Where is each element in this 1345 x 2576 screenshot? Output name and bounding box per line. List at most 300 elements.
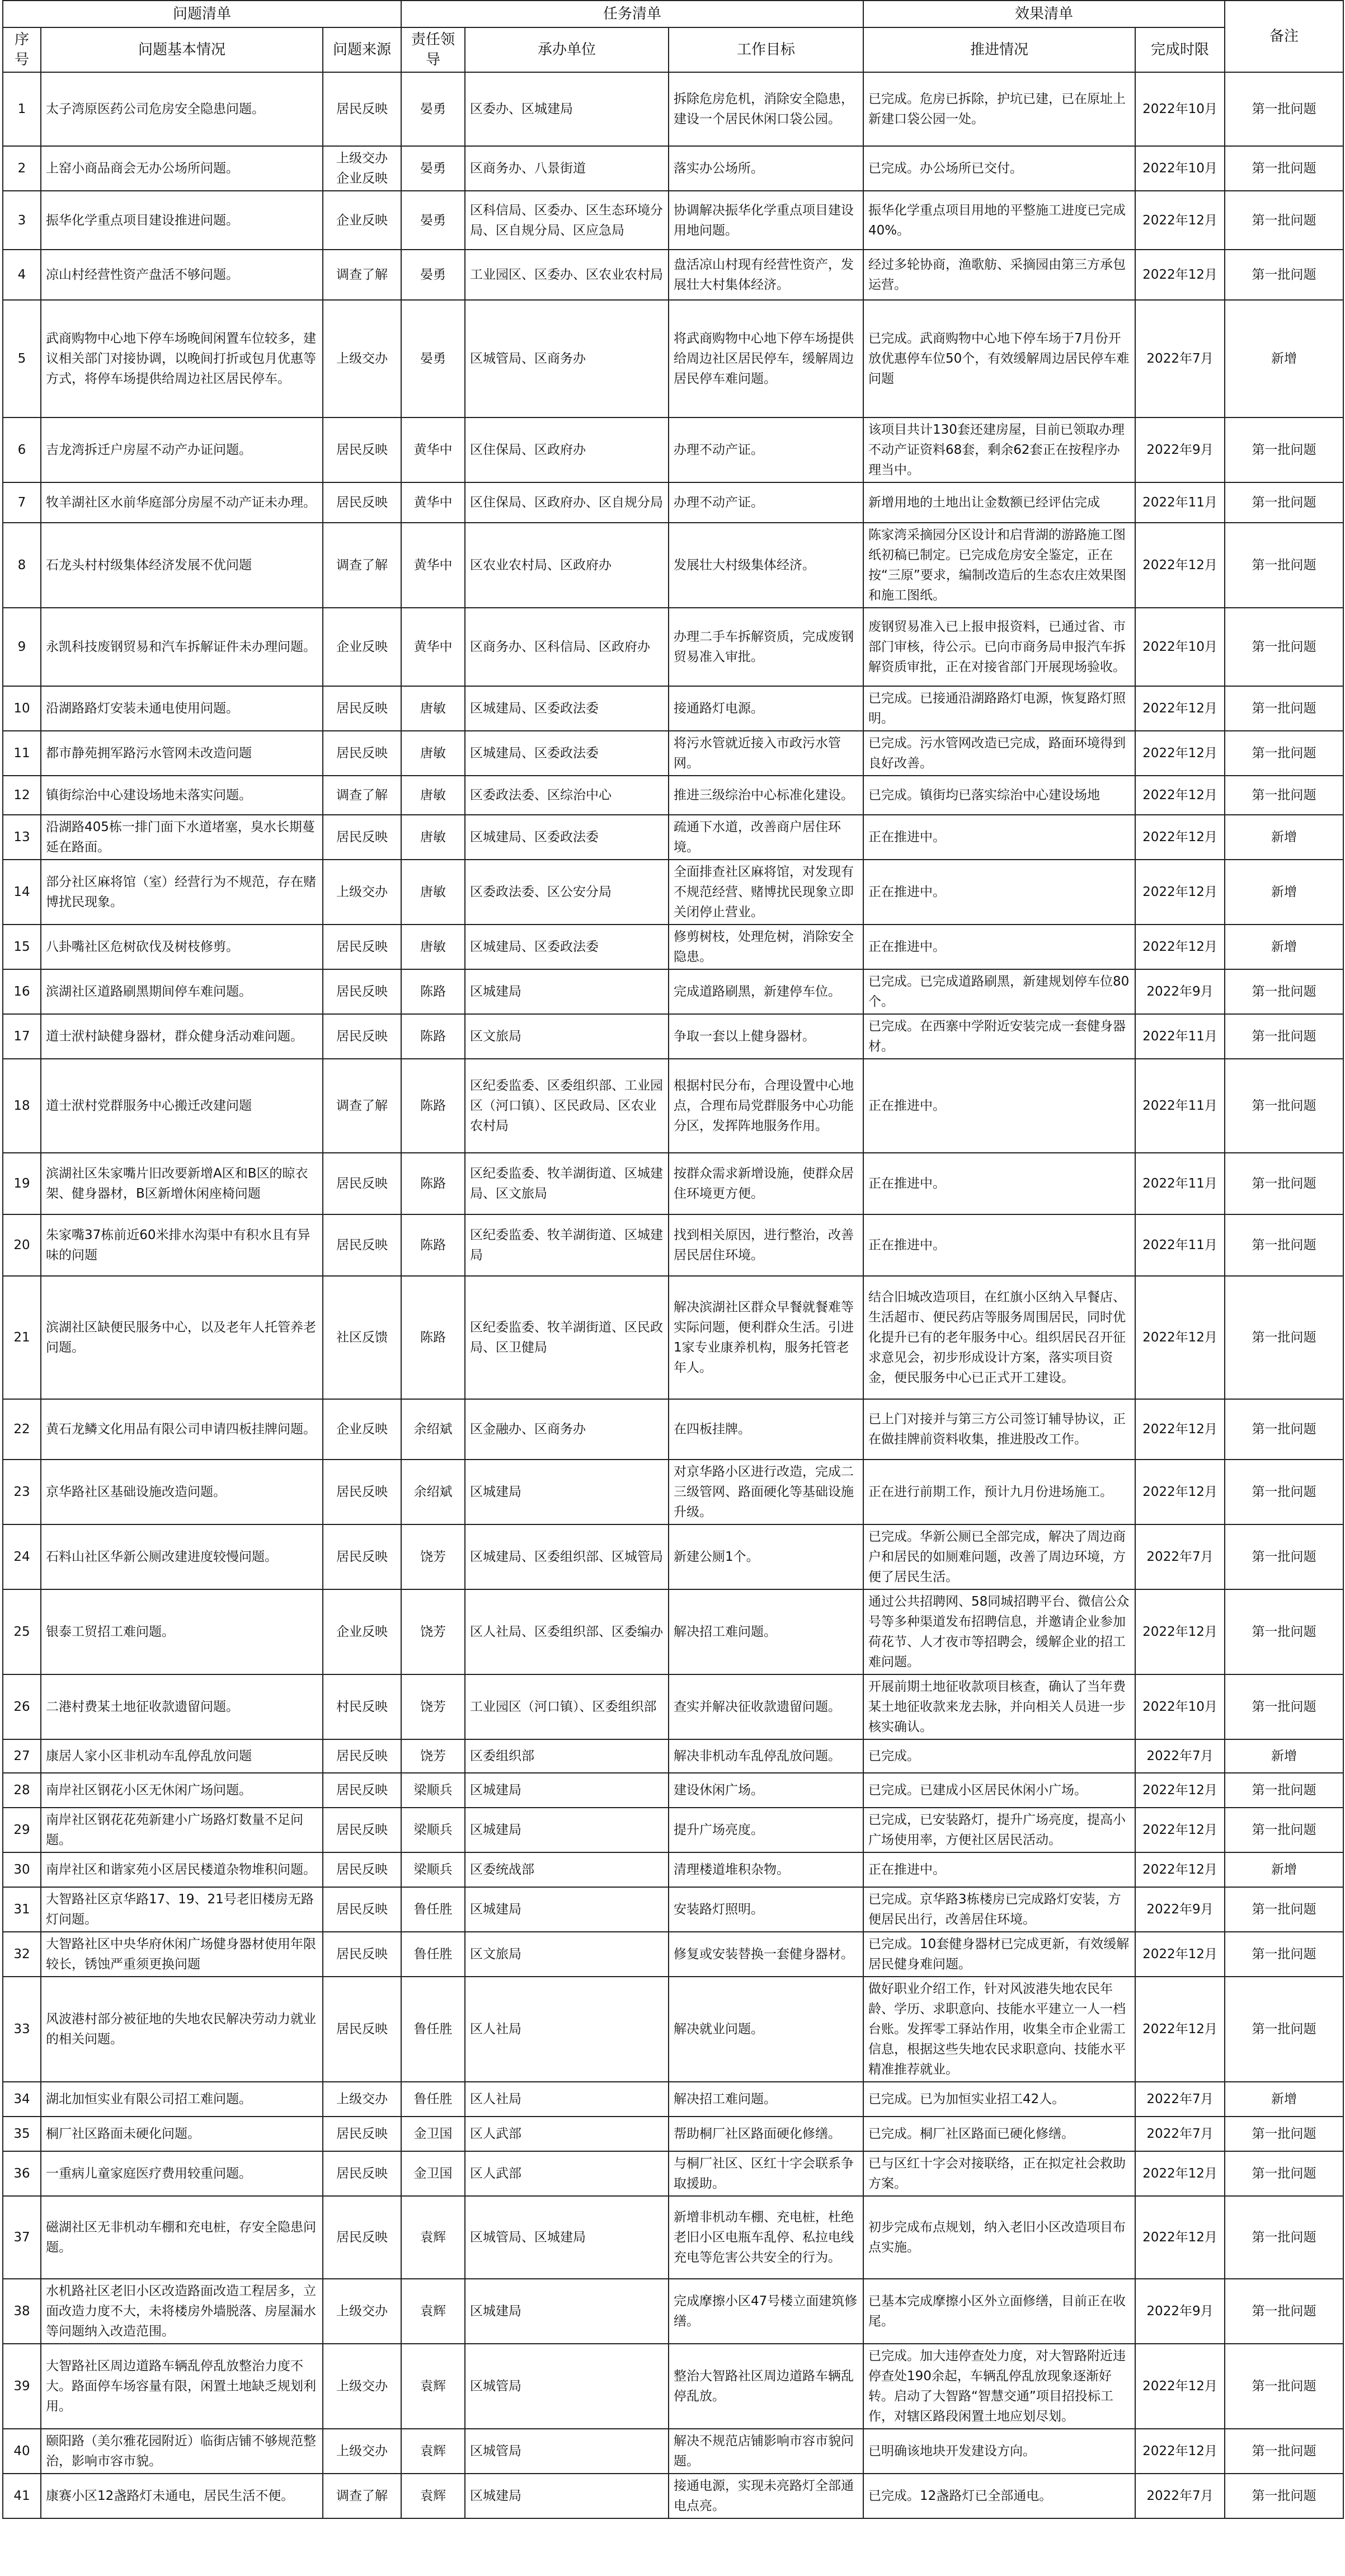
row-remark: 新增	[1225, 300, 1343, 417]
row-leader: 袁辉	[401, 2279, 465, 2344]
row-deadline: 2022年12月	[1135, 686, 1225, 731]
row-source: 上级交办	[323, 300, 401, 417]
row-leader: 陈路	[401, 1214, 465, 1276]
row-goal: 推进三级综治中心标准化建设。	[669, 776, 863, 815]
task-list-table	[2, 0, 1344, 2519]
row-source: 居民反映	[323, 2117, 401, 2151]
row-source: 居民反映	[323, 925, 401, 969]
row-leader: 陈路	[401, 969, 465, 1014]
row-progress: 做好职业介绍工作，针对风波港失地农民年龄、学历、求职意向、技能水平建立一人一档台账。发挥零工驿站作用，收集全市企业需工信息，根据这些失地农民求职意向、技能水平精准推荐就业。	[863, 1977, 1135, 2082]
table-row	[3, 1399, 1343, 1460]
row-source: 居民反映	[323, 1739, 401, 1773]
row-goal: 解决滨湖社区群众早餐就餐难等实际问题，便利群众生活。引进1家专业康养机构，服务托管老年人。	[669, 1276, 863, 1399]
table-row	[3, 608, 1343, 686]
row-unit: 工业园区、区委办、区农业农村局	[465, 250, 669, 300]
row-progress: 初步完成布点规划，纳入老旧小区改造项目布点实施。	[863, 2196, 1135, 2279]
row-remark: 新增	[1225, 815, 1343, 860]
row-deadline: 2022年7月	[1135, 2117, 1225, 2151]
row-no: 31	[3, 1887, 41, 1932]
row-no: 9	[3, 608, 41, 686]
table-row	[3, 191, 1343, 250]
row-remark: 第一批问题	[1225, 1059, 1343, 1153]
row-goal: 争取一套以上健身器材。	[669, 1014, 863, 1059]
row-source: 上级交办 企业反映	[323, 146, 401, 191]
row-goal: 解决非机动车乱停乱放问题。	[669, 1739, 863, 1773]
row-remark: 第一批问题	[1225, 2474, 1343, 2518]
col-header-progress: 推进情况	[863, 27, 1135, 72]
row-progress: 陈家湾采摘园分区设计和启背湖的游路施工图纸初稿已制定。已完成危房安全鉴定，正在按“三原”要求，编制改造后的生态农庄效果图和施工图纸。	[863, 523, 1135, 608]
row-leader: 陈路	[401, 1153, 465, 1214]
row-deadline: 2022年9月	[1135, 1887, 1225, 1932]
row-no: 8	[3, 523, 41, 608]
row-goal: 解决就业问题。	[669, 1977, 863, 2082]
row-deadline: 2022年11月	[1135, 1014, 1225, 1059]
row-leader: 陈路	[401, 1059, 465, 1153]
row-goal: 全面排查社区麻将馆，对发现有不规范经营、赌博扰民现象立即关闭停止营业。	[669, 860, 863, 925]
row-source: 居民反映	[323, 482, 401, 523]
row-progress: 已完成。污水管网改造已完成，路面环境得到良好改善。	[863, 731, 1135, 776]
col-header-unit: 承办单位	[465, 27, 669, 72]
row-source: 居民反映	[323, 686, 401, 731]
row-goal: 接通电源，实现未亮路灯全部通电点亮。	[669, 2474, 863, 2518]
row-deadline: 2022年12月	[1135, 815, 1225, 860]
table-row	[3, 2151, 1343, 2196]
row-leader: 晏勇	[401, 191, 465, 250]
row-unit: 区城建局、区委政法委	[465, 815, 669, 860]
row-source: 居民反映	[323, 2196, 401, 2279]
row-source: 居民反映	[323, 1153, 401, 1214]
row-goal: 在四板挂牌。	[669, 1399, 863, 1460]
row-no: 14	[3, 860, 41, 925]
row-goal: 将污水管就近接入市政污水管网。	[669, 731, 863, 776]
row-goal: 拆除危房危机，消除安全隐患，建设一个居民休闲口袋公园。	[669, 72, 863, 146]
row-unit: 区人武部	[465, 2151, 669, 2196]
table-row	[3, 2117, 1343, 2151]
row-deadline: 2022年12月	[1135, 1808, 1225, 1852]
row-source: 居民反映	[323, 1524, 401, 1589]
row-progress: 经过多轮协商，渔歌舫、采摘园由第三方承包运营。	[863, 250, 1135, 300]
row-progress: 正在推进中。	[863, 1153, 1135, 1214]
row-leader: 晏勇	[401, 300, 465, 417]
row-issue: 滨湖社区朱家嘴片旧改要新增A区和B区的晾衣架、健身器材，B区新增休闲座椅问题	[41, 1153, 323, 1214]
row-issue: 二港村费某土地征收款遗留问题。	[41, 1674, 323, 1739]
row-goal: 新增非机动车棚、充电桩，杜绝老旧小区电瓶车乱停、私拉电线充电等危害公共安全的行为。	[669, 2196, 863, 2279]
row-unit: 区商务办、区科信局、区政府办	[465, 608, 669, 686]
row-leader: 鲁任胜	[401, 2082, 465, 2117]
row-leader: 袁辉	[401, 2196, 465, 2279]
row-source: 居民反映	[323, 1214, 401, 1276]
task-list-sheet	[2, 0, 1344, 2519]
row-progress: 已完成。在西寨中学附近安装完成一套健身器材。	[863, 1014, 1135, 1059]
row-deadline: 2022年12月	[1135, 1932, 1225, 1977]
row-unit: 区人社局	[465, 2082, 669, 2117]
row-progress: 已基本完成摩擦小区外立面修缮，目前正在收尾。	[863, 2279, 1135, 2344]
row-progress: 开展前期土地征收款项目核查，确认了当年费某土地征收款来龙去脉，并向相关人员进一步核实确认。	[863, 1674, 1135, 1739]
row-source: 居民反映	[323, 1887, 401, 1932]
row-source: 居民反映	[323, 2151, 401, 2196]
table-row	[3, 2279, 1343, 2344]
table-row	[3, 815, 1343, 860]
row-progress: 已完成。武商购物中心地下停车场于7月份开放优惠停车位50个，有效缓解周边居民停车难问题	[863, 300, 1135, 417]
row-source: 居民反映	[323, 1977, 401, 2082]
row-progress: 正在进行前期工作，预计九月份进场施工。	[863, 1460, 1135, 1524]
table-row	[3, 1059, 1343, 1153]
row-issue: 镇街综治中心建设场地未落实问题。	[41, 776, 323, 815]
row-leader: 袁辉	[401, 2429, 465, 2474]
row-no: 40	[3, 2429, 41, 2474]
row-no: 10	[3, 686, 41, 731]
row-no: 29	[3, 1808, 41, 1852]
row-goal: 新建公厕1个。	[669, 1524, 863, 1589]
row-source: 调查了解	[323, 250, 401, 300]
row-source: 居民反映	[323, 1460, 401, 1524]
row-deadline: 2022年12月	[1135, 1589, 1225, 1674]
row-issue: 桐厂社区路面未硬化问题。	[41, 2117, 323, 2151]
row-unit: 区委政法委、区公安分局	[465, 860, 669, 925]
row-issue: 水机路社区老旧小区改造路面改造工程居多，立面改造力度不大，未将楼房外墙脱落、房屋漏水等问题纳入改造范围。	[41, 2279, 323, 2344]
table-row	[3, 1524, 1343, 1589]
row-progress: 已完成。12盏路灯已全部通电。	[863, 2474, 1135, 2518]
row-progress: 正在推进中。	[863, 1059, 1135, 1153]
row-no: 35	[3, 2117, 41, 2151]
row-source: 社区反馈	[323, 1276, 401, 1399]
row-leader: 黄华中	[401, 608, 465, 686]
row-unit: 区委办、区城建局	[465, 72, 669, 146]
row-deadline: 2022年10月	[1135, 146, 1225, 191]
row-leader: 饶芳	[401, 1739, 465, 1773]
row-remark: 第一批问题	[1225, 731, 1343, 776]
col-header-goal: 工作目标	[669, 27, 863, 72]
row-unit: 区纪委监委、区委组织部、工业园区（河口镇）、区民政局、区农业农村局	[465, 1059, 669, 1153]
row-remark: 第一批问题	[1225, 2279, 1343, 2344]
row-goal: 清理楼道堆积杂物。	[669, 1852, 863, 1887]
row-goal: 按群众需求新增设施，使群众居住环境更方便。	[669, 1153, 863, 1214]
row-source: 企业反映	[323, 191, 401, 250]
row-issue: 京华路社区基础设施改造问题。	[41, 1460, 323, 1524]
row-remark: 第一批问题	[1225, 191, 1343, 250]
row-deadline: 2022年11月	[1135, 1059, 1225, 1153]
row-source: 调查了解	[323, 1059, 401, 1153]
table-row	[3, 1153, 1343, 1214]
row-progress: 已完成。	[863, 1739, 1135, 1773]
row-remark: 第一批问题	[1225, 1977, 1343, 2082]
row-unit: 区城建局	[465, 1887, 669, 1932]
row-deadline: 2022年12月	[1135, 860, 1225, 925]
row-unit: 区城管局、区商务办	[465, 300, 669, 417]
row-no: 2	[3, 146, 41, 191]
row-no: 36	[3, 2151, 41, 2196]
row-goal: 完成摩擦小区47号楼立面建筑修缮。	[669, 2279, 863, 2344]
row-issue: 风波港村部分被征地的失地农民解决劳动力就业的相关问题。	[41, 1977, 323, 2082]
row-no: 7	[3, 482, 41, 523]
row-remark: 第一批问题	[1225, 1153, 1343, 1214]
row-no: 17	[3, 1014, 41, 1059]
table-row	[3, 1808, 1343, 1852]
row-issue: 一重病儿童家庭医疗费用较重问题。	[41, 2151, 323, 2196]
row-source: 居民反映	[323, 417, 401, 482]
row-goal: 查实并解决征收款遗留问题。	[669, 1674, 863, 1739]
row-no: 25	[3, 1589, 41, 1674]
row-no: 26	[3, 1674, 41, 1739]
table-row	[3, 1014, 1343, 1059]
row-goal: 帮助桐厂社区路面硬化修缮。	[669, 2117, 863, 2151]
row-no: 39	[3, 2344, 41, 2429]
row-no: 32	[3, 1932, 41, 1977]
row-goal: 发展壮大村级集体经济。	[669, 523, 863, 608]
row-issue: 吉龙湾拆迁户房屋不动产办证问题。	[41, 417, 323, 482]
row-unit: 区城建局	[465, 1773, 669, 1808]
row-no: 20	[3, 1214, 41, 1276]
row-deadline: 2022年12月	[1135, 2196, 1225, 2279]
row-no: 13	[3, 815, 41, 860]
table-row	[3, 523, 1343, 608]
row-unit: 区金融办、区商务办	[465, 1399, 669, 1460]
row-issue: 滨湖社区道路刷黑期间停车难问题。	[41, 969, 323, 1014]
row-deadline: 2022年7月	[1135, 1524, 1225, 1589]
row-goal: 找到相关原因，进行整治，改善居民居住环境。	[669, 1214, 863, 1276]
row-no: 21	[3, 1276, 41, 1399]
table-row	[3, 1674, 1343, 1739]
table-row	[3, 1214, 1343, 1276]
row-unit: 区纪委监委、牧羊湖街道、区城建局	[465, 1214, 669, 1276]
row-progress: 已完成。华新公厕已全部完成，解决了周边商户和居民的如厕难问题，改善了周边环境，方便了居民生活。	[863, 1524, 1135, 1589]
row-issue: 黄石龙鳞文化用品有限公司申请四板挂牌问题。	[41, 1399, 323, 1460]
row-unit: 工业园区（河口镇）、区委组织部	[465, 1674, 669, 1739]
row-goal: 接通路灯电源。	[669, 686, 863, 731]
row-progress: 已与区红十字会对接联络，正在拟定社会救助方案。	[863, 2151, 1135, 2196]
row-remark: 第一批问题	[1225, 250, 1343, 300]
row-unit: 区城建局	[465, 2474, 669, 2518]
row-source: 调查了解	[323, 776, 401, 815]
row-source: 企业反映	[323, 608, 401, 686]
table-row	[3, 2344, 1343, 2429]
row-issue: 南岸社区钢花小区无休闲广场问题。	[41, 1773, 323, 1808]
row-issue: 牧羊湖社区水前华庭部分房屋不动产证未办理。	[41, 482, 323, 523]
row-remark: 第一批问题	[1225, 2117, 1343, 2151]
row-remark: 第一批问题	[1225, 1399, 1343, 1460]
row-issue: 石料山社区华新公厕改建进度较慢问题。	[41, 1524, 323, 1589]
row-leader: 唐敏	[401, 776, 465, 815]
row-unit: 区人社局、区委组织部、区委编办	[465, 1589, 669, 1674]
row-leader: 梁顺兵	[401, 1773, 465, 1808]
row-remark: 新增	[1225, 1852, 1343, 1887]
table-row	[3, 1852, 1343, 1887]
col-header-no: 序号	[3, 27, 41, 72]
row-unit: 区农业农村局、区政府办	[465, 523, 669, 608]
row-goal: 落实办公场所。	[669, 146, 863, 191]
row-issue: 银泰工贸招工难问题。	[41, 1589, 323, 1674]
row-remark: 第一批问题	[1225, 1887, 1343, 1932]
row-source: 居民反映	[323, 969, 401, 1014]
row-progress: 已完成。已完成道路刷黑，新建规划停车位80个。	[863, 969, 1135, 1014]
group-header-row	[3, 1, 1343, 27]
row-goal: 对京华路小区进行改造，完成二三级管网、路面硬化等基础设施升级。	[669, 1460, 863, 1524]
row-progress: 已上门对接并与第三方公司签订辅导协议，正在做挂牌前资料收集，推进股改工作。	[863, 1399, 1135, 1460]
row-leader: 陈路	[401, 1014, 465, 1059]
col-header-source: 问题来源	[323, 27, 401, 72]
table-row	[3, 1739, 1343, 1773]
row-progress: 已完成。办公场所已交付。	[863, 146, 1135, 191]
row-progress: 已完成。桐厂社区路面已硬化修缮。	[863, 2117, 1135, 2151]
row-progress: 已完成。已为加恒实业招工42人。	[863, 2082, 1135, 2117]
row-deadline: 2022年12月	[1135, 925, 1225, 969]
row-no: 15	[3, 925, 41, 969]
table-row	[3, 686, 1343, 731]
row-goal: 办理不动产证。	[669, 482, 863, 523]
table-body	[3, 72, 1343, 2518]
row-unit: 区城管局、区城建局	[465, 2196, 669, 2279]
row-remark: 新增	[1225, 860, 1343, 925]
row-remark: 第一批问题	[1225, 2151, 1343, 2196]
row-progress: 该项目共计130套还建房屋，目前已领取办理不动产证资料68套，剩余62套正在按程序办理当中。	[863, 417, 1135, 482]
table-row	[3, 1460, 1343, 1524]
table-row	[3, 300, 1343, 417]
row-leader: 鲁任胜	[401, 1932, 465, 1977]
table-row	[3, 2196, 1343, 2279]
row-goal: 与桐厂社区、区红十字会联系争取援助。	[669, 2151, 863, 2196]
row-no: 37	[3, 2196, 41, 2279]
row-leader: 鲁任胜	[401, 1977, 465, 2082]
row-remark: 第一批问题	[1225, 1214, 1343, 1276]
row-leader: 饶芳	[401, 1589, 465, 1674]
row-progress: 正在推进中。	[863, 925, 1135, 969]
row-source: 居民反映	[323, 1014, 401, 1059]
row-deadline: 2022年12月	[1135, 2151, 1225, 2196]
row-issue: 太子湾原医药公司危房安全隐患问题。	[41, 72, 323, 146]
table-row	[3, 1977, 1343, 2082]
row-remark: 第一批问题	[1225, 1589, 1343, 1674]
row-leader: 梁顺兵	[401, 1852, 465, 1887]
row-deadline: 2022年7月	[1135, 2474, 1225, 2518]
row-remark: 第一批问题	[1225, 1808, 1343, 1852]
row-goal: 办理二手车拆解资质，完成废钢贸易准入审批。	[669, 608, 863, 686]
row-leader: 黄华中	[401, 523, 465, 608]
row-no: 3	[3, 191, 41, 250]
row-leader: 金卫国	[401, 2117, 465, 2151]
row-leader: 金卫国	[401, 2151, 465, 2196]
row-progress: 通过公共招聘网、58同城招聘平台、微信公众号等多种渠道发布招聘信息，并邀请企业参加荷花节、人才夜市等招聘会，缓解企业的招工难问题。	[863, 1589, 1135, 1674]
row-goal: 根据村民分布，合理设置中心地点，合理布局党群服务中心功能分区，发挥阵地服务作用。	[669, 1059, 863, 1153]
row-source: 村民反映	[323, 1674, 401, 1739]
row-unit: 区纪委监委、牧羊湖街道、区民政局、区卫健局	[465, 1276, 669, 1399]
row-goal: 办理不动产证。	[669, 417, 863, 482]
row-unit: 区委组织部	[465, 1739, 669, 1773]
row-unit: 区商务办、八景街道	[465, 146, 669, 191]
row-unit: 区城建局	[465, 1808, 669, 1852]
row-unit: 区住保局、区政府办、区自规分局	[465, 482, 669, 523]
row-leader: 唐敏	[401, 686, 465, 731]
row-deadline: 2022年7月	[1135, 2082, 1225, 2117]
row-no: 23	[3, 1460, 41, 1524]
row-issue: 八卦嘴社区危树砍伐及树枝修剪。	[41, 925, 323, 969]
row-deadline: 2022年12月	[1135, 1977, 1225, 2082]
row-deadline: 2022年12月	[1135, 523, 1225, 608]
row-goal: 建设休闲广场。	[669, 1773, 863, 1808]
row-no: 1	[3, 72, 41, 146]
table-row	[3, 1276, 1343, 1399]
row-progress: 正在推进中。	[863, 1852, 1135, 1887]
row-issue: 康居人家小区非机动车乱停乱放问题	[41, 1739, 323, 1773]
row-leader: 晏勇	[401, 250, 465, 300]
col-header-deadline: 完成时限	[1135, 27, 1225, 72]
row-issue: 石龙头村村级集体经济发展不优问题	[41, 523, 323, 608]
row-issue: 部分社区麻将馆（室）经营行为不规范，存在赌博扰民现象。	[41, 860, 323, 925]
row-no: 27	[3, 1739, 41, 1773]
row-issue: 磁湖社区无非机动车棚和充电桩，存安全隐患问题。	[41, 2196, 323, 2279]
row-leader: 余绍斌	[401, 1399, 465, 1460]
row-source: 调查了解	[323, 523, 401, 608]
row-remark: 第一批问题	[1225, 686, 1343, 731]
row-progress: 已完成。10套健身器材已完成更新，有效缓解居民健身难问题。	[863, 1932, 1135, 1977]
row-progress: 正在推进中。	[863, 1214, 1135, 1276]
table-row	[3, 925, 1343, 969]
row-issue: 颐阳路（美尔雅花园附近）临街店铺不够规范整治，影响市容市貌。	[41, 2429, 323, 2474]
row-remark: 第一批问题	[1225, 417, 1343, 482]
row-issue: 永凯科技废钢贸易和汽车拆解证件未办理问题。	[41, 608, 323, 686]
row-progress: 结合旧城改造项目，在红旗小区纳入早餐店、生活超市、便民药店等服务周围居民，同时优化提升已有的老年服务中心。组织居民召开征求意见会，初步形成设计方案，落实项目资金，便民服务中心已正式开工建设。	[863, 1276, 1135, 1399]
row-issue: 武商购物中心地下停车场晚间闲置车位较多，建议相关部门对接协调，以晚间打折或包月优惠等方式，将停车场提供给周边社区居民停车。	[41, 300, 323, 417]
row-remark: 第一批问题	[1225, 2344, 1343, 2429]
row-remark: 第一批问题	[1225, 1276, 1343, 1399]
row-no: 5	[3, 300, 41, 417]
row-deadline: 2022年12月	[1135, 250, 1225, 300]
row-no: 19	[3, 1153, 41, 1214]
row-no: 12	[3, 776, 41, 815]
row-no: 24	[3, 1524, 41, 1589]
row-deadline: 2022年11月	[1135, 1214, 1225, 1276]
row-source: 居民反映	[323, 72, 401, 146]
row-issue: 大智路社区周边道路车辆乱停乱放整治力度不大。路面停车场容量有限，闲置土地缺乏规划利用。	[41, 2344, 323, 2429]
table-row	[3, 2474, 1343, 2518]
row-no: 33	[3, 1977, 41, 2082]
row-remark: 第一批问题	[1225, 482, 1343, 523]
row-issue: 振华化学重点项目建设推进问题。	[41, 191, 323, 250]
row-deadline: 2022年12月	[1135, 1399, 1225, 1460]
row-remark: 第一批问题	[1225, 2196, 1343, 2279]
row-remark: 第一批问题	[1225, 608, 1343, 686]
row-goal: 将武商购物中心地下停车场提供给周边社区居民停车，缓解周边居民停车难问题。	[669, 300, 863, 417]
row-remark: 新增	[1225, 925, 1343, 969]
row-goal: 提升广场亮度。	[669, 1808, 863, 1852]
row-issue: 都市静苑拥军路污水管网未改造问题	[41, 731, 323, 776]
row-unit: 区文旅局	[465, 1014, 669, 1059]
row-goal: 解决招工难问题。	[669, 1589, 863, 1674]
row-leader: 饶芳	[401, 1524, 465, 1589]
row-unit: 区城建局	[465, 1460, 669, 1524]
row-source: 上级交办	[323, 860, 401, 925]
row-no: 22	[3, 1399, 41, 1460]
row-source: 居民反映	[323, 1773, 401, 1808]
row-source: 上级交办	[323, 2344, 401, 2429]
row-progress: 已完成。已接通沿湖路路灯电源，恢复路灯照明。	[863, 686, 1135, 731]
row-issue: 上窑小商品商会无办公场所问题。	[41, 146, 323, 191]
row-goal: 盘活凉山村现有经营性资产，发展壮大村集体经济。	[669, 250, 863, 300]
row-issue: 道士洑村党群服务中心搬迁改建问题	[41, 1059, 323, 1153]
row-deadline: 2022年11月	[1135, 482, 1225, 523]
row-issue: 沿湖路405栋一排门面下水道堵塞，臭水长期蔓延在路面。	[41, 815, 323, 860]
row-goal: 整治大智路社区周边道路车辆乱停乱放。	[669, 2344, 863, 2429]
table-row	[3, 731, 1343, 776]
row-leader: 袁辉	[401, 2344, 465, 2429]
row-source: 居民反映	[323, 731, 401, 776]
row-no: 38	[3, 2279, 41, 2344]
table-row	[3, 72, 1343, 146]
row-no: 34	[3, 2082, 41, 2117]
table-row	[3, 250, 1343, 300]
row-source: 居民反映	[323, 815, 401, 860]
row-issue: 大智路社区京华路17、19、21号老旧楼房无路灯问题。	[41, 1887, 323, 1932]
row-leader: 黄华中	[401, 417, 465, 482]
